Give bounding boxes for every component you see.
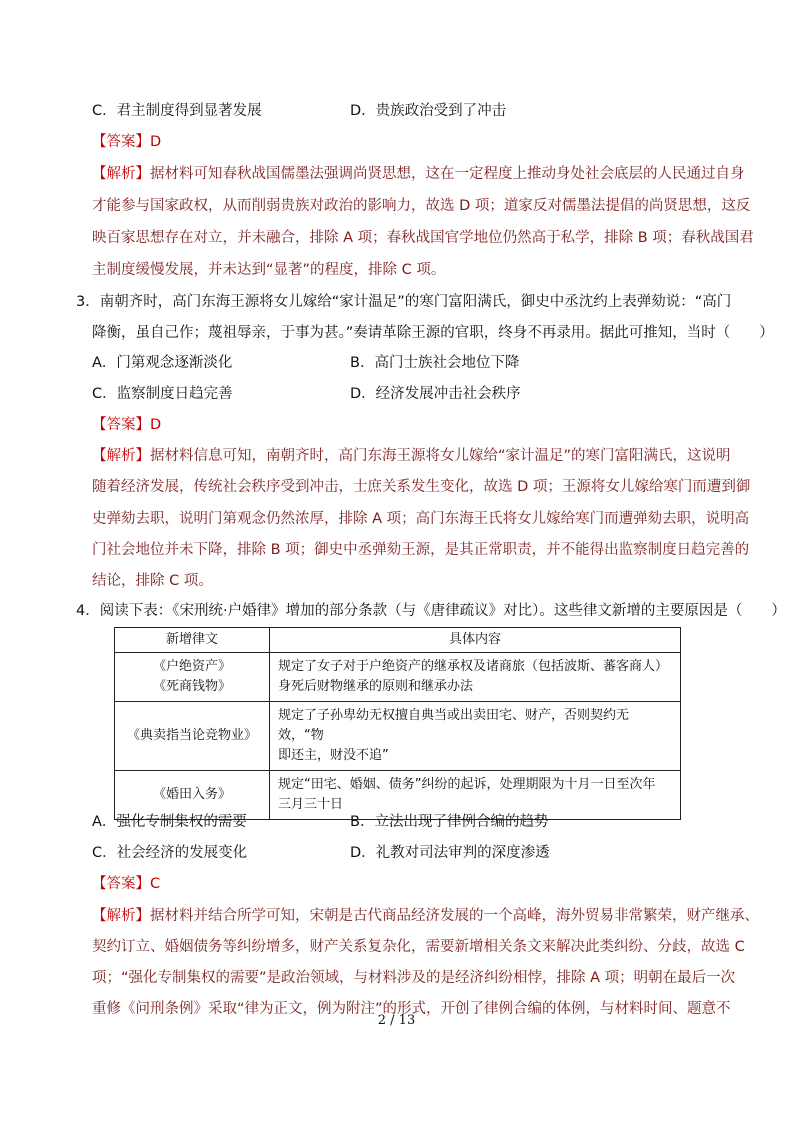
- q4-analysis-line-4: 重修《问刑条例》采取“律为正文，例为附注”的形式，开创了律例合编的体例，与材料时间、题意不: [92, 1001, 731, 1017]
- q4-analysis-line-1: 【解析】据材料并结合所学可知，宋朝是古代商品经济发展的一个高峰，海外贸易非常繁荣，财产继承、: [92, 908, 759, 924]
- q2-option-d: D．贵族政治受到了冲击: [350, 103, 507, 119]
- q4-option-b: B．立法出现了律例合编的趋势: [350, 814, 549, 830]
- q3-analysis-line-2: 随着经济发展，传统社会秩序受到冲击，士庶关系发生变化，故选 D 项；王源将女儿嫁给寒门而遭到御: [92, 479, 751, 495]
- table-cell-content: 规定“田宅、婚姻、债务”纠纷的起诉，处理期限为十月一日至次年 三月三十日: [270, 771, 681, 820]
- q4-stem: 4．阅读下表：《宋刑统·户婚律》增加的部分条款（与《唐律疏议》对比）。这些律文新增的主要原因是（ ）: [76, 603, 786, 619]
- table-header-row: [115, 628, 681, 653]
- table-header-cell: 具体内容: [270, 628, 681, 653]
- answer-tag: 【答案】: [92, 876, 150, 892]
- table-cell-names: 《典卖指当论竞物业》: [115, 702, 270, 771]
- analysis-tag: 【解析】: [92, 908, 150, 924]
- table-header-cell: 新增律文: [115, 628, 270, 653]
- q2-analysis-line-4: 主制度缓慢发展，并未达到“显著”的程度，排除 C 项。: [92, 262, 446, 278]
- q2-answer: [92, 132, 161, 152]
- answer-value: C: [150, 876, 161, 892]
- q2-analysis-line-2: 才能参与国家政权，从而削弱贵族对政治的影响力，故选 D 项；道家反对儒墨法提倡的尚贤思想，这反: [92, 198, 751, 214]
- table-row: [115, 702, 681, 771]
- q3-option-c: C．监察制度日趋完善: [92, 386, 233, 402]
- q3-stem-line-2: 降衡，虽自己作；蔑祖辱亲，于事为甚。”奏请革除王源的官职，终身不再录用。据此可推知，当时（ ）: [92, 325, 774, 341]
- q4-analysis-line-3: 项；“强化专制集权的需要”是政治领域，与材料涉及的是经济纠纷相悖，排除 A 项；明朝在最后一次: [92, 970, 736, 986]
- answer-value: D: [150, 417, 162, 433]
- table-cell-content: 规定了子孙卑幼无权擅自典当或出卖田宅、财产，否则契约无效，“物 即还主，财没不追”: [270, 702, 681, 771]
- table-cell-names: 《婚田入务》: [115, 771, 270, 820]
- q3-option-d: D．经济发展冲击社会秩序: [350, 386, 521, 402]
- page-number: 2 / 13: [377, 1013, 416, 1028]
- table-cell-content: 规定了女子对于户绝资产的继承权及诸商旅（包括波斯、蕃客商人） 身死后财物继承的原则和继承办法: [270, 653, 681, 702]
- q3-option-a: A．门第观念逐渐淡化: [92, 355, 233, 371]
- q4-option-c: C．社会经济的发展变化: [92, 845, 248, 861]
- q2-analysis-line-3: 映百家思想存在对立，并未融合，排除 A 项；春秋战国官学地位仍然高于私学，排除 B 项；春秋战国君: [92, 230, 754, 246]
- q2-option-c: C．君主制度得到显著发展: [92, 103, 262, 119]
- law-table: [114, 627, 681, 820]
- table-cell-names: 《户绝资产》 《死商钱物》: [115, 653, 270, 702]
- q3-answer: [92, 415, 161, 435]
- q4-analysis-line-2: 契约订立、婚姻债务等纠纷增多，财产关系复杂化，需要新增相关条文来解决此类纠纷、分歧，故选 C: [92, 939, 745, 955]
- q4-option-a: A．强化专制集权的需要: [92, 814, 247, 830]
- q3-analysis-line-1: 【解析】据材料信息可知，南朝齐时，高门东海王源将女儿嫁给“家计温足”的寒门富阳满氏，这说明: [92, 448, 731, 464]
- analysis-tag: 【解析】: [92, 166, 150, 182]
- q2-analysis-line-1: 【解析】据材料可知春秋战国儒墨法强调尚贤思想，这在一定程度上推动身处社会底层的人民通过自身: [92, 166, 745, 182]
- analysis-tag: 【解析】: [92, 448, 150, 464]
- answer-tag: 【答案】: [92, 134, 150, 150]
- q4-answer: [92, 874, 160, 894]
- q3-stem-line-1: 3．南朝齐时，高门东海王源将女儿嫁给“家计温足”的寒门富阳满氏，御史中丞沈约上表弹劾说：“高门: [76, 294, 732, 310]
- q3-option-b: B．高门士族社会地位下降: [350, 355, 520, 371]
- q4-option-d: D．礼教对司法审判的深度渗透: [350, 845, 550, 861]
- q3-analysis-line-3: 史弹劾去职，说明门第观念仍然浓厚，排除 A 项；高门东海王氏将女儿嫁给寒门而遭弹劾去职，说明高: [92, 511, 750, 527]
- answer-value: D: [150, 134, 162, 150]
- table-row: [115, 653, 681, 702]
- answer-tag: 【答案】: [92, 417, 150, 433]
- q3-analysis-line-5: 结论，排除 C 项。: [92, 573, 213, 589]
- q3-analysis-line-4: 门社会地位并未下降，排除 B 项；御史中丞弹劾王源，是其正常职责，并不能得出监察制度日趋完善的: [92, 542, 750, 558]
